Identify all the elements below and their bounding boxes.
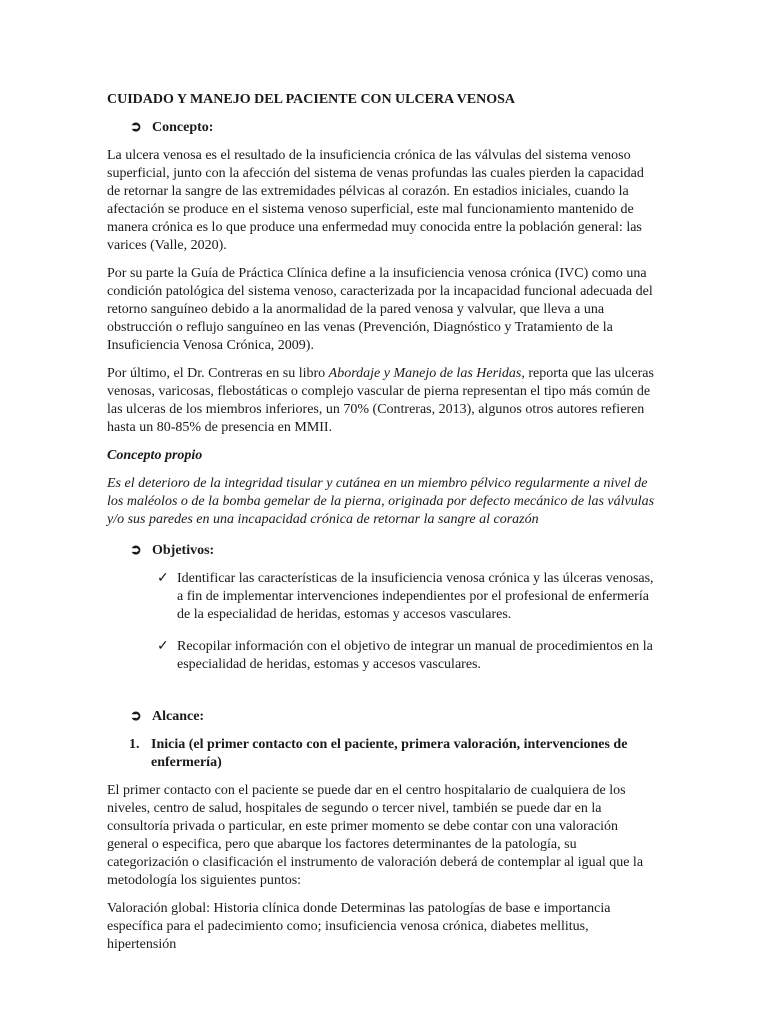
checkmark-icon: ✓ <box>157 639 169 654</box>
heading-alcance-label: Alcance: <box>152 709 205 724</box>
paragraph-4: El primer contacto con el paciente se puede dar en el centro hospitalario de cualquiera de los niveles, centro de salud, hospitales de segundo o tercer nivel, también se puede dar en la consultoría privada o particular, en este primer momento se debe contar con una valoración general o especifica, pero que abarque los factores determinantes de la patología, su categorización o clasificación el instrumento de valoración deberá de contemplar al igual que la metodología los siguientes puntos: <box>107 783 644 888</box>
document-title: CUIDADO Y MANEJO DEL PACIENTE CON ULCERA VENOSA <box>107 92 515 107</box>
heading-concepto-label: Concepto: <box>152 120 214 135</box>
numbered-heading-text: Inicia (el primer contacto con el paciente, primera valoración, intervenciones de enfermería) <box>151 737 628 770</box>
objetivo-text: Identificar las características de la insuficiencia venosa crónica y las úlceras venosas, a fin de implementar intervenciones independientes por el profesional de enfermería de la especialidad de heridas, estomas y accesos vasculares. <box>177 571 654 622</box>
paragraph-3-end: , reporta que las ulceras venosas, varicosas, flebostáticas o complejo vascular de pierna representan el tipo más común de las ulceras de los miembros inferiores, un 70% (Contreras, 2013), algunos otros autores refieren hasta un 80-85% de presencia en MMII. <box>107 366 654 435</box>
numbered-heading-1 <box>129 736 660 772</box>
heading-concepto-propio: Concepto propio <box>107 448 203 463</box>
heading-concepto <box>130 119 660 137</box>
list-item <box>157 638 660 674</box>
arrow-bullet-icon: ➲ <box>130 709 142 724</box>
list-number: 1. <box>129 737 140 752</box>
paragraph-1: La ulcera venosa es el resultado de la insuficiencia crónica de las válvulas del sistema venoso superficial, junto con la afección del sistema de venas profundas las cuales pierden la capacidad de retornar la sangre de las extremidades pélvicas al corazón. En estadios iniciales, cuando la afectación se produce en el sistema venoso superficial, este mal funcionamiento mantenido de manera crónica es lo que produce una enfermedad muy conocida entre la población general: las varices (Valle, 2020). <box>107 148 644 253</box>
heading-objetivos <box>130 542 660 560</box>
list-item <box>157 570 660 624</box>
heading-alcance <box>130 708 660 726</box>
paragraph-3-start: Por último, el Dr. Contreras en su libro <box>107 366 329 381</box>
spacer <box>107 688 660 708</box>
heading-objetivos-label: Objetivos: <box>152 543 215 558</box>
arrow-bullet-icon: ➲ <box>130 120 142 135</box>
paragraph-2: Por su parte la Guía de Práctica Clínica define a la insuficiencia venosa crónica (IVC) como una condición patológica del sistema venoso, caracterizada por la incapacidad funcional adecuada del retorno sanguíneo debido a la anormalidad de la pared venosa y valvular, que lleva a una obstrucción o reflujo sanguíneo en las venas (Prevención, Diagnóstico y Tratamiento de la Insuficiencia Venosa Crónica, 2009). <box>107 266 653 353</box>
concepto-propio-text: Es el deterioro de la integridad tisular y cutánea en un miembro pélvico regularmente a nivel de los maléolos o de la bomba gemelar de la pierna, originada por defecto mecánico de las válvulas y/o sus paredes en una incapacidad crónica de retornar la sangre al corazón <box>107 476 655 527</box>
paragraph-5: Valoración global: Historia clínica donde Determinas las patologías de base e importancia específica para el padecimiento como; insuficiencia venosa crónica, diabetes mellitus, hipertensión <box>107 901 611 952</box>
checkmark-icon: ✓ <box>157 571 169 586</box>
paragraph-3 <box>107 365 660 437</box>
arrow-bullet-icon: ➲ <box>130 543 142 558</box>
objetivos-list <box>107 570 660 674</box>
book-title: Abordaje y Manejo de las Heridas <box>328 366 522 381</box>
objetivo-text: Recopilar información con el objetivo de integrar un manual de procedimientos en la especialidad de heridas, estomas y accesos vasculares. <box>177 639 653 672</box>
